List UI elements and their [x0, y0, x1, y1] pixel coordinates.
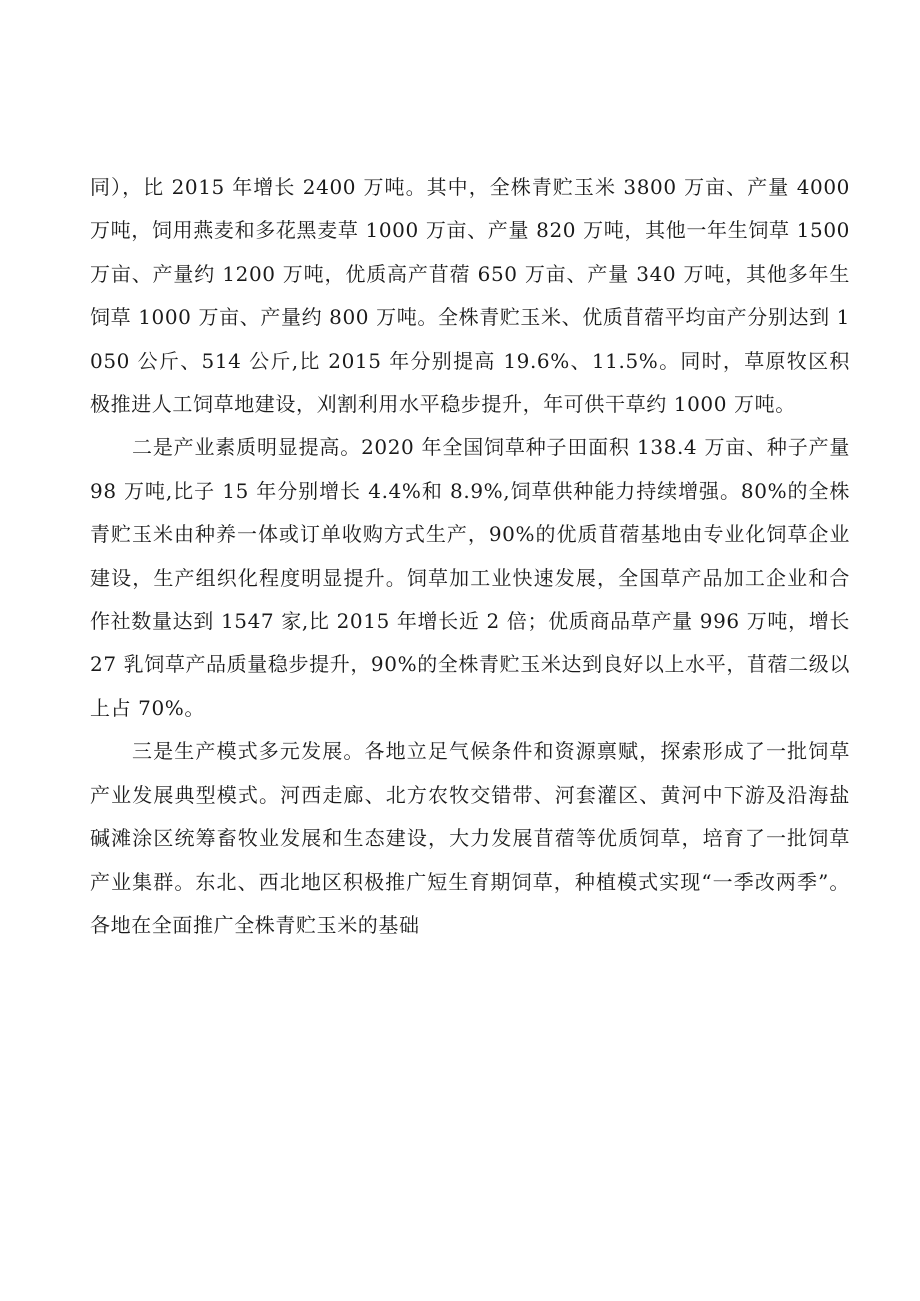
paragraph-continuation: 同），比 2015 年增长 2400 万吨。其中，全株青贮玉米 3800 万亩、产量 4000 万吨，饲用燕麦和多花黑麦草 1000 万亩、产量 820 万吨，其他一年生饲草 1500 万亩、产量约 1200 万吨，优质高产苜蓿 650 万亩、产量 340 万吨，其他多年生饲草 1000 万亩、产量约 800 万吨。全株青贮玉米、优质苜蓿平均亩产分别达到 1050 公斤、514 公斤,比 2015 年分别提高 19.6%、11.5%。同时，草原牧区积极推进人工饲草地建设，刈割利用水平稳步提升，年可供干草约 1000 万吨。 [90, 175, 850, 417]
document-body [90, 166, 850, 947]
paragraph-production-models: 三是生产模式多元发展。各地立足气候条件和资源禀赋，探索形成了一批饲草产业发展典型模式。河西走廊、北方农牧交错带、河套灌区、黄河中下游及沿海盐碱滩涂区统筹畜牧业发展和生态建设，大力发展苜蓿等优质饲草，培育了一批饲草产业集群。东北、西北地区积极推广短生育期饲草，种植模式实现“一季改两季”。各地在全面推广全株青贮玉米的基础 [90, 739, 850, 937]
paragraph-industry-quality: 二是产业素质明显提高。2020 年全国饲草种子田面积 138.4 万亩、种子产量 98 万吨,比子 15 年分别增长 4.4%和 8.9%,饲草供种能力持续增强。80%的全株青贮玉米由种养一体或订单收购方式生产，90%的优质苜蓿基地由专业化饲草企业建设，生产组织化程度明显提升。饲草加工业快速发展，全国草产品加工企业和合作社数量达到 1547 家,比 2015 年增长近 2 倍；优质商品草产量 996 万吨，增长 27 乳饲草产品质量稳步提升，90%的全株青贮玉米达到良好以上水平，苜蓿二级以上占 70%。 [90, 435, 850, 720]
